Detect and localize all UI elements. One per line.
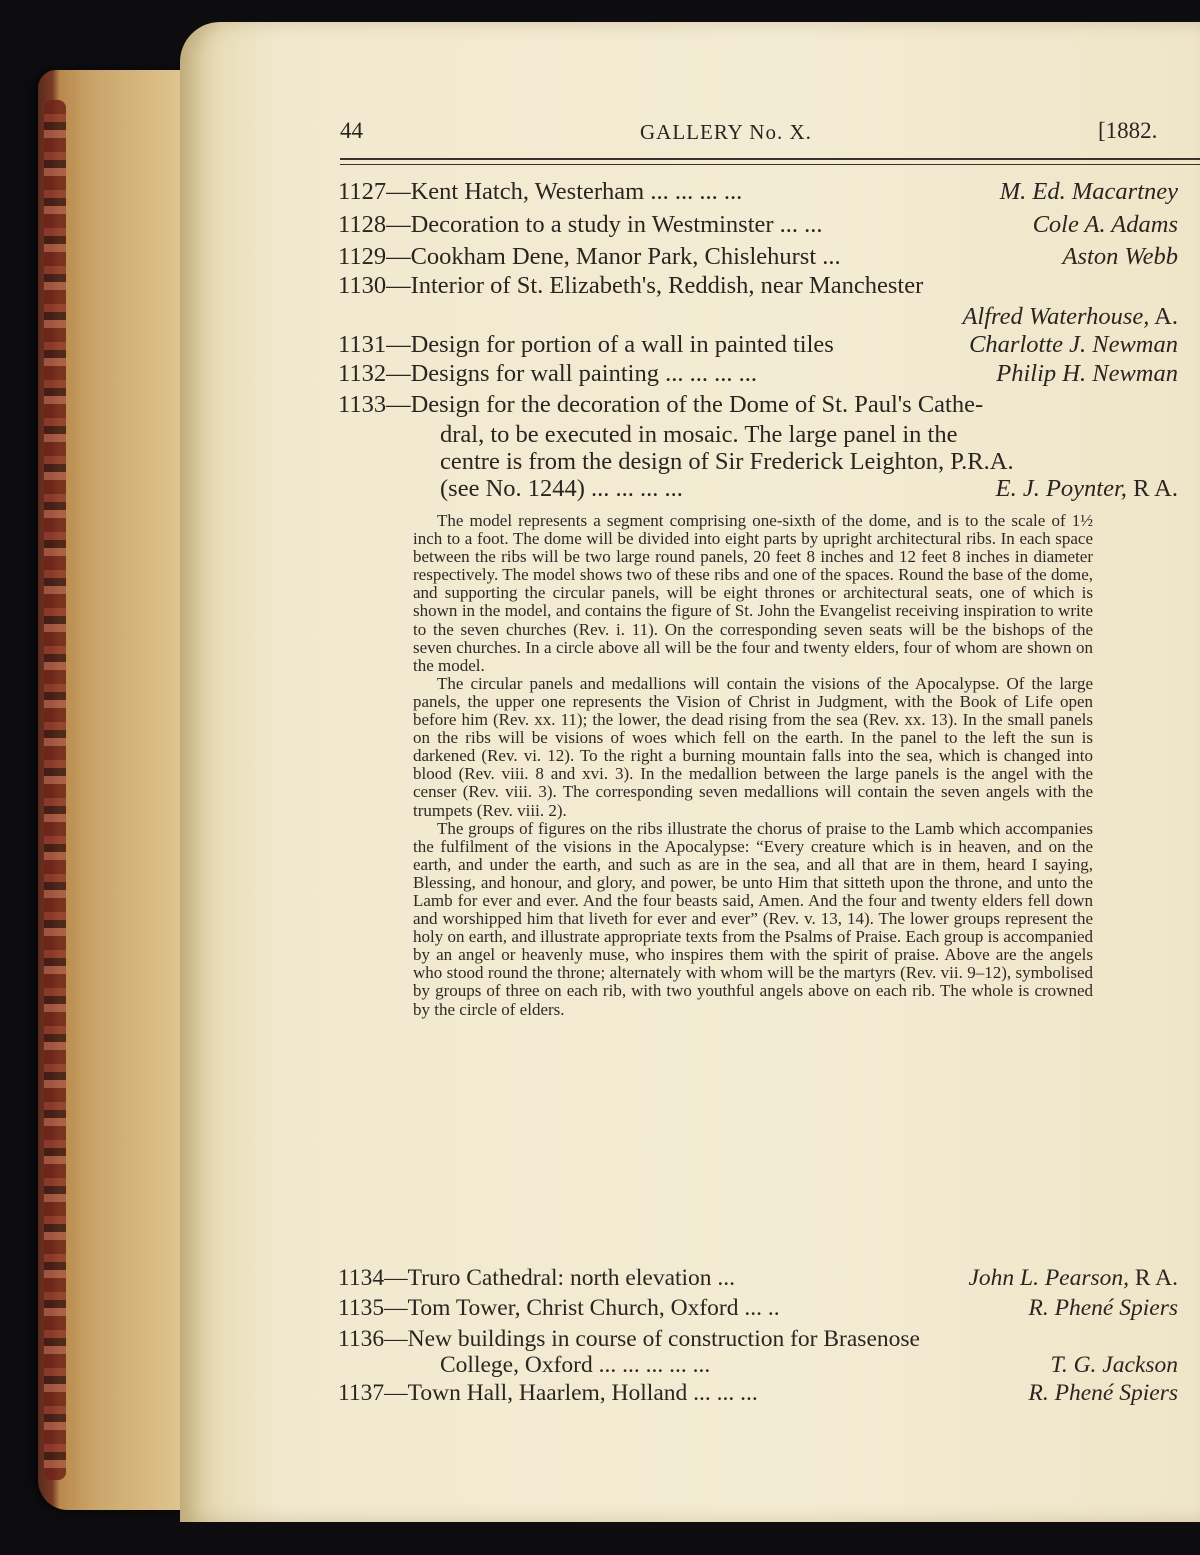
entry-title: —Truro Cathedral: north elevation ... xyxy=(384,1265,736,1291)
entry-title: —Town Hall, Haarlem, Holland ... ... ... xyxy=(384,1380,758,1406)
entry-title: —Tom Tower, Christ Church, Oxford ... .. xyxy=(384,1295,780,1321)
catalogue-entry xyxy=(338,211,1178,239)
entry-title: —Cookham Dene, Manor Park, Chislehurst ... xyxy=(386,243,841,270)
catalogue-entry xyxy=(338,331,1178,359)
entry-artist: Cole A. Adams xyxy=(1032,211,1178,238)
page-title: GALLERY No. X. xyxy=(640,120,812,144)
entry-continuation: dral, to be executed in mosaic. The large panel in the xyxy=(440,421,958,448)
entry-artist-suffix: R A. xyxy=(1134,1265,1178,1291)
entry-number: 1136 xyxy=(338,1326,385,1352)
description-paragraph: The groups of figures on the ribs illustrate the chorus of praise to the Lamb which accompanies the fulfilment of the visions in the Apocalypse: “Every creature which is in heaven, and on the earth, and under the earth, and such as are in the sea, and all that are in them, heard I saying, Blessing, and honour, and glory, and power, be unto Him that sitteth upon the throne, and unto the Lamb for ever and ever. And the four beasts said, Amen. And the four and twenty elders fell down and worshipped him that liveth for ever and ever” (Rev. v. 13, 14). The lower groups represent the holy on earth, and illustrate appropriate texts from the Psalms of Praise. Each group is accompanied by an angel or heavenly muse, who inspires them with the spirit of praise. Above are the angels who stood round the throne; alternately with whom will be the martyrs (Rev. vii. 9–12), symbolised by groups of three on each rib, with two youthful angels above on each rib. The whole is crowned by the circle of elders. xyxy=(413,818,1093,1019)
running-head xyxy=(340,118,1200,158)
entry-artist-wrap xyxy=(996,475,1178,503)
catalogue-entry xyxy=(338,272,1178,300)
entry-artist-wrap xyxy=(962,303,1178,331)
entry-continuation: (see No. 1244) ... ... ... ... xyxy=(440,475,683,502)
entry-title: —Designs for wall painting ... ... ... ... xyxy=(386,360,757,387)
entry-number: 1135 xyxy=(338,1295,385,1321)
entry-artist: Charlotte J. Newman xyxy=(969,331,1178,358)
catalogue-entry xyxy=(338,243,1178,271)
entry-continuation: centre is from the design of Sir Frederick Leighton, P.R.A. xyxy=(440,448,1014,475)
entry-number: 1134 xyxy=(338,1265,385,1291)
entry-artist: Alfred Waterhouse, xyxy=(962,303,1150,330)
entry-artist: R. Phené Spiers xyxy=(1028,1295,1178,1321)
entry-number: 1131 xyxy=(338,331,387,358)
entry-artist: E. J. Poynter, xyxy=(995,475,1127,502)
page-number: 44 xyxy=(340,118,363,143)
entry-title: —New buildings in course of construction for Brasenose xyxy=(384,1326,920,1352)
header-rule-thick xyxy=(340,158,1200,160)
entry-artist: Aston Webb xyxy=(1062,243,1178,270)
entry-title: —Interior of St. Elizabeth's, Reddish, near Manchester xyxy=(386,272,924,299)
entry-artist: R. Phené Spiers xyxy=(1028,1380,1178,1406)
entry-artist-suffix: A. xyxy=(1154,303,1178,330)
description-paragraph: The model represents a segment comprising one-sixth of the dome, and is to the scale of 1½ inch to a foot. The dome will be divided into eight parts by upright architectural ribs. In each space between the ribs will be two large round panels, 20 feet 8 inches and 12 feet 8 inches in diameter respectively. The model shows two of these ribs and one of the spaces. Round the base of the dome, and supporting the circular panels, will be eight thrones or architectural seats, one of which is shown in the model, and contains the figure of St. John the Evangelist receiving inspiration to write to the seven churches (Rev. i. 11). On the corresponding seven seats will be the bishops of the seven churches. In a circle above all will be the four and twenty elders, four of whom are shown on the model. xyxy=(413,511,1093,675)
entry-title: —Design for portion of a wall in painted tiles xyxy=(386,331,834,358)
entry-artist: John L. Pearson, xyxy=(968,1265,1130,1291)
entry-title: —Decoration to a study in Westminster ... ... xyxy=(386,211,823,238)
catalogue-entry xyxy=(338,360,1178,388)
entry-title: —Kent Hatch, Westerham ... ... ... ... xyxy=(386,178,743,205)
entry-artist-suffix: R A. xyxy=(1133,475,1178,502)
entry-number: 1137 xyxy=(338,1380,385,1406)
entry-artist: T. G. Jackson xyxy=(1050,1352,1178,1378)
catalogue-entry xyxy=(338,1380,1178,1407)
entry-number: 1132 xyxy=(338,360,387,387)
entry-description xyxy=(413,512,1093,1019)
header-rule-thin xyxy=(340,164,1200,165)
entry-artist: M. Ed. Macartney xyxy=(999,178,1178,205)
description-paragraph: The circular panels and medallions will contain the visions of the Apocalypse. Of the large panels, the upper one represents the Vision of Christ in Judgment, with the Book of Life open before him (Rev. xx. 11); the lower, the dead rising from the sea (Rev. xx. 13). In the small panels on the ribs will be visions of woes which fell on the earth. In the panel to the left the sun is darkened (Rev. vi. 12). To the right a burning mountain falls into the sea, which is changed into blood (Rev. viii. 8 and xvi. 3). In the medallion between the large panels is the angel with the censer (Rev. viii. 3). The corresponding seven medallions will contain the seven angels with the trumpets (Rev. viii. 2). xyxy=(413,673,1093,820)
entry-number: 1130 xyxy=(338,272,387,299)
year-label: [1882. xyxy=(1098,118,1158,143)
catalogue-entry xyxy=(338,1326,1178,1353)
entry-continuation: College, Oxford ... ... ... ... ... xyxy=(440,1352,711,1378)
entry-number: 1127 xyxy=(338,178,387,205)
entry-number: 1129 xyxy=(338,243,387,270)
entry-title: —Design for the decoration of the Dome of St. Paul's Cathe- xyxy=(386,391,984,418)
entry-number: 1133 xyxy=(338,391,387,418)
catalogue-entry xyxy=(338,1295,1178,1322)
catalogue-entry xyxy=(338,1265,1178,1292)
catalogue-entry xyxy=(338,178,1178,206)
entry-artist-wrap xyxy=(968,1265,1178,1292)
catalogue-entry xyxy=(338,391,1178,419)
entry-number: 1128 xyxy=(338,211,387,238)
entry-artist: Philip H. Newman xyxy=(996,360,1178,387)
